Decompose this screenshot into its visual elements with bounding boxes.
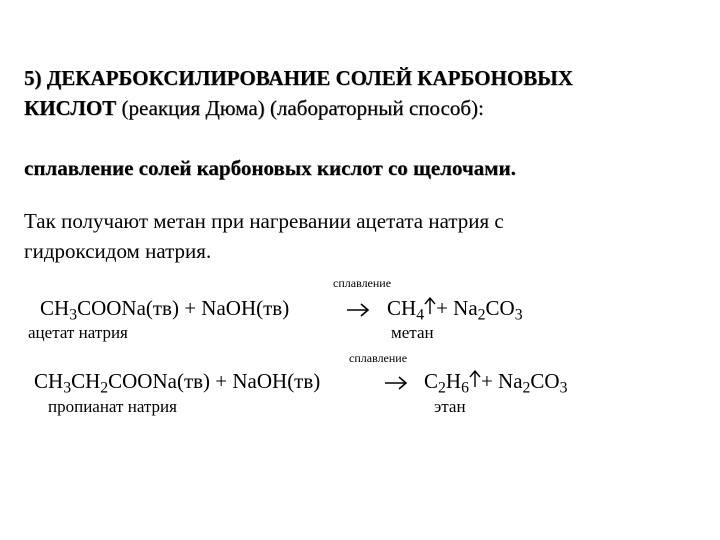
reaction2-na-sub: 2 xyxy=(522,379,531,397)
reaction1-co: CO xyxy=(485,296,515,320)
description-paragraph xyxy=(24,206,504,266)
reaction2-co-sub: 3 xyxy=(559,379,568,397)
reaction2-c: C xyxy=(424,369,439,393)
reaction1-products xyxy=(387,296,523,324)
reaction2-ch2-sub: 2 xyxy=(100,379,109,397)
section-heading xyxy=(24,63,573,123)
heading-subtitle: (реакция Дюма) (лабораторный способ): xyxy=(116,96,484,120)
reaction2-ch: CH xyxy=(34,369,64,393)
heading-title: 5) ДЕКАРБОКСИЛИРОВАНИЕ СОЛЕЙ КАРБОНОВЫХ xyxy=(24,66,573,90)
reaction1-reactant-label: ацетат натрия xyxy=(28,323,128,342)
reaction2-ch-sub: 3 xyxy=(63,379,72,397)
reaction2-ch2: CH xyxy=(71,369,101,393)
reaction2-condition: сплавление xyxy=(349,351,408,365)
reaction1-product1-sub: 4 xyxy=(416,306,425,324)
right-arrow-icon xyxy=(384,374,408,392)
reaction2-h-sub: 6 xyxy=(461,379,469,397)
heading-title-cont: КИСЛОТ xyxy=(24,96,117,120)
reaction1-co-sub: 3 xyxy=(514,306,523,324)
right-arrow-icon xyxy=(346,301,370,319)
reaction2-h: H xyxy=(445,369,462,393)
reaction1-ch-sub: 3 xyxy=(69,306,78,324)
reaction1-rest: COONa(тв) + NaOH(тв) xyxy=(77,296,290,320)
up-arrow-icon xyxy=(469,370,481,388)
reaction2-rest: COONa(тв) + NaOH(тв) xyxy=(108,369,321,393)
reaction2-plus: + Na xyxy=(480,369,523,393)
paragraph-line-2: гидроксидом натрия. xyxy=(24,239,212,263)
reaction2-reactants xyxy=(34,369,321,397)
up-arrow-icon xyxy=(424,297,436,315)
reaction2-c-sub: 2 xyxy=(438,379,446,397)
paragraph-line-1: Так получают метан при нагревании ацетата натрия с xyxy=(24,209,504,233)
method-line: сплавление солей карбоновых кислот со щелочами. xyxy=(24,156,516,180)
reaction2-co: CO xyxy=(530,369,560,393)
reaction1-product-label: метан xyxy=(391,323,434,342)
reaction1-ch: CH xyxy=(40,296,70,320)
reaction2-product-label: этан xyxy=(434,397,466,416)
reaction1-na-sub: 2 xyxy=(477,306,486,324)
reaction2-reactant-label: пропианат натрия xyxy=(48,397,177,416)
reaction1-product1: CH xyxy=(387,296,417,320)
reaction1-plus: + Na xyxy=(436,296,478,320)
reaction2-products xyxy=(424,369,568,397)
reaction1-condition: сплавление xyxy=(333,276,392,290)
reaction1-reactants xyxy=(40,296,290,324)
